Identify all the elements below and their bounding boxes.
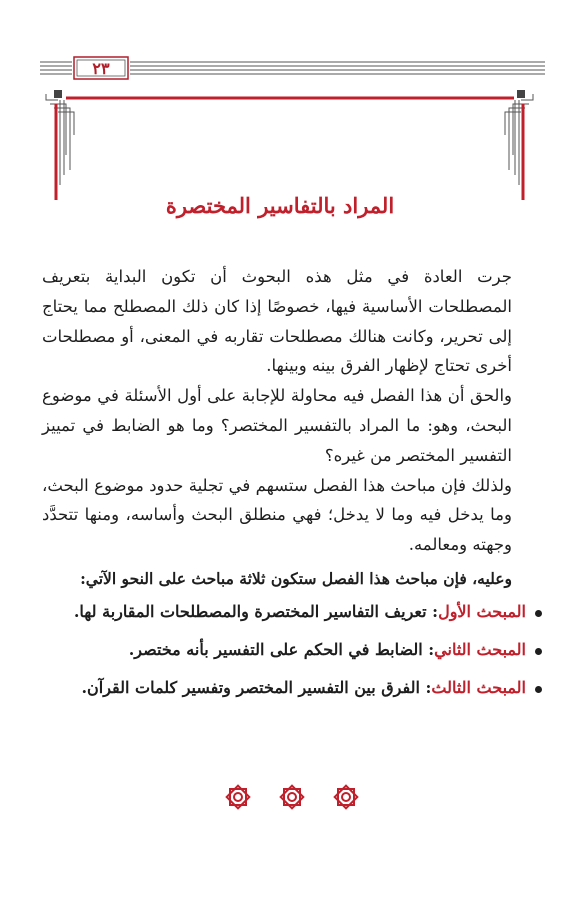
octagram-ornament-icon: [332, 783, 360, 811]
bullet-icon: [535, 648, 542, 655]
octagram-ornament-icon: [224, 783, 252, 811]
section-text: الضابط في الحكم على التفسير بأنه مختصر.: [128, 639, 423, 659]
sections-intro: وعليه، فإن مباحث هذا الفصل ستكون ثلاثة مباحث على النحو الآتي:: [80, 568, 512, 588]
bullet-icon: [535, 686, 542, 693]
list-item: المبحث الأول: تعريف التفاسير المختصرة والمصطلحات المقاربة لها.: [42, 597, 542, 627]
section-label: المبحث الأول: [438, 601, 526, 621]
bullet-icon: [535, 610, 542, 617]
section-label: المبحث الثاني: [434, 639, 526, 659]
body-text: [42, 262, 542, 711]
ornament-row: [0, 783, 583, 823]
octagram-ornament-icon: [278, 783, 306, 811]
sections-list: [42, 597, 542, 703]
list-item: المبحث الثاني: الضابط في الحكم على التفسير بأنه مختصر.: [42, 635, 542, 665]
paragraph-1: جرت العادة في مثل هذه البحوث أن تكون البداية بتعريف المصطلحات الأساسية فيها، خصوصًا إذا كان ذلك المصطلح مما يحتاج إلى تحرير، وكانت هنالك مصطلحات تقاربه في المعنى، أو مصطلحات أخرى تحتاج لإظهار الفرق بينه وبينها.: [42, 267, 512, 376]
paragraph-3: ولذلك فإن مباحث هذا الفصل ستسهم في تجلية حدود موضوع البحث، وما يدخل فيه وما لا يدخل؛ فهي منطلق البحث وأساسه، ومنها تتحدَّد وجهته ومعالمه.: [42, 475, 512, 555]
list-item: المبحث الثالث: الفرق بين التفسير المختصر وتفسير كلمات القرآن.: [42, 673, 542, 703]
page-number: ٢٣: [92, 58, 110, 78]
paragraph-2: والحق أن هذا الفصل فيه محاولة للإجابة على أول الأسئلة في موضوع البحث، وهو: ما المراد بالتفسير المختصر؟ وما هو الضابط في تمييز التفسير المختصر من غيره؟: [42, 386, 512, 465]
chapter-title: المراد بالتفاسير المختصرة: [165, 193, 395, 218]
section-label: المبحث الثالث: [431, 677, 526, 697]
section-text: تعريف التفاسير المختصرة والمصطلحات المقاربة لها.: [73, 601, 427, 621]
section-text: الفرق بين التفسير المختصر وتفسير كلمات القرآن.: [81, 677, 420, 697]
